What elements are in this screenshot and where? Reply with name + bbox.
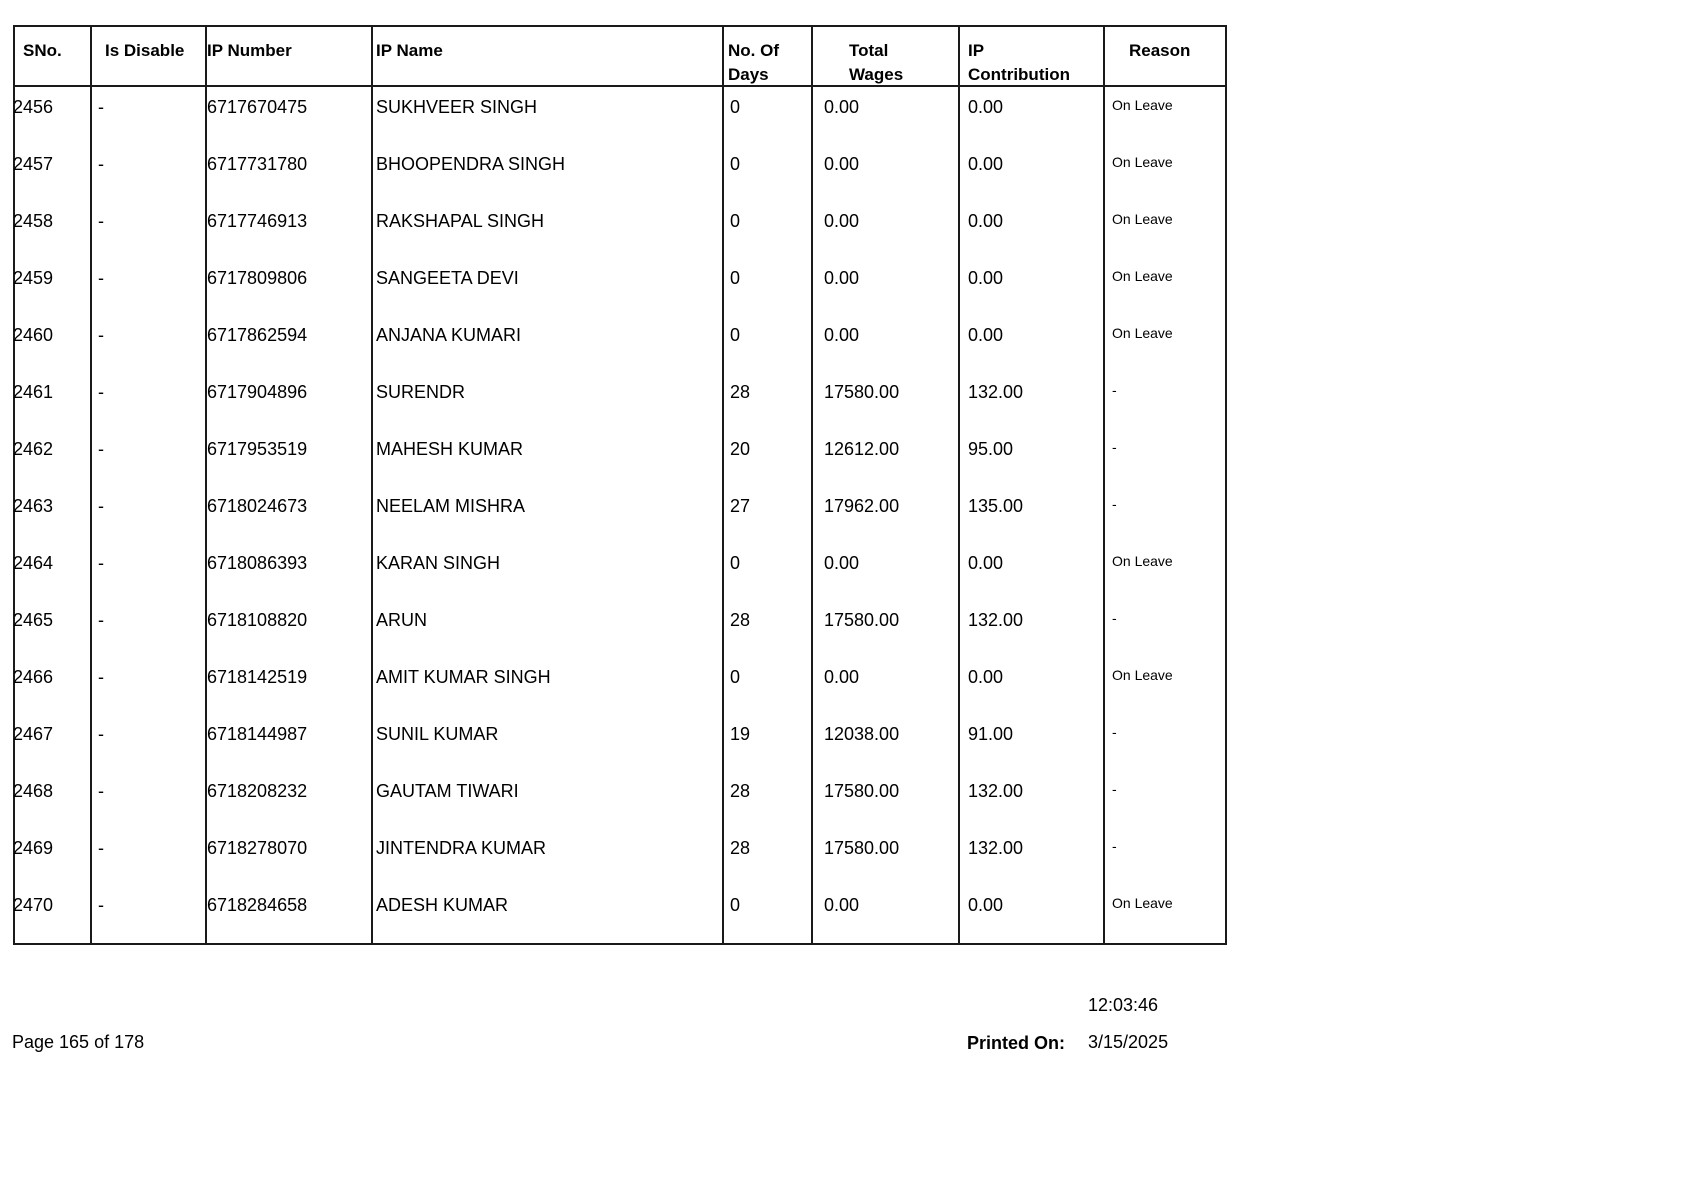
table-row [15, 828, 1225, 885]
cell-days: 0 [730, 154, 741, 174]
cell-sno: 2457 [13, 154, 54, 174]
cell-sno: 2456 [13, 97, 54, 117]
cell-wages: 12612.00 [824, 439, 900, 459]
cell-is-disable: - [98, 895, 104, 915]
cell-is-disable: - [98, 724, 104, 744]
cell-contribution: 0.00 [968, 97, 1004, 117]
table-row [15, 771, 1225, 828]
cell-wages: 17962.00 [824, 496, 900, 516]
cell-wages: 0.00 [824, 553, 860, 573]
cell-is-disable: - [98, 154, 104, 174]
cell-contribution: 0.00 [968, 154, 1004, 174]
cell-reason: - [1112, 724, 1117, 740]
cell-sno: 2468 [13, 781, 54, 801]
cell-reason: On Leave [1112, 553, 1173, 569]
cell-reason: - [1112, 610, 1117, 626]
cell-is-disable: - [98, 325, 104, 345]
table-row [15, 543, 1225, 600]
table-row [15, 657, 1225, 714]
contribution-table [13, 25, 1227, 945]
cell-ip-number: 6718278070 [207, 838, 308, 858]
cell-is-disable: - [98, 610, 104, 630]
header-contribution [968, 39, 1070, 87]
cell-days: 0 [730, 325, 741, 345]
cell-wages: 0.00 [824, 97, 860, 117]
cell-ip-number: 6717670475 [207, 97, 308, 117]
cell-is-disable: - [98, 667, 104, 687]
header-is-disable: Is Disable [105, 41, 185, 60]
header-wages-line1: Total [849, 41, 889, 60]
table-row [15, 600, 1225, 657]
header-ip-number: IP Number [207, 41, 292, 60]
cell-ip-number: 6717862594 [207, 325, 308, 345]
cell-contribution: 0.00 [968, 667, 1004, 687]
cell-reason: On Leave [1112, 154, 1173, 170]
cell-days: 28 [730, 781, 751, 801]
cell-ip-name: JINTENDRA KUMAR [376, 838, 547, 858]
cell-ip-name: RAKSHAPAL SINGH [376, 211, 545, 231]
cell-reason: - [1112, 838, 1117, 854]
cell-contribution: 132.00 [968, 610, 1024, 630]
cell-days: 28 [730, 610, 751, 630]
cell-sno: 2465 [13, 610, 54, 630]
header-days-line1: No. Of [728, 41, 779, 60]
header-wages [849, 39, 903, 87]
cell-ip-number: 6717953519 [207, 439, 308, 459]
table-row [15, 87, 1225, 144]
header-reason: Reason [1129, 41, 1191, 60]
cell-days: 0 [730, 211, 741, 231]
cell-ip-number: 6718086393 [207, 553, 308, 573]
cell-sno: 2466 [13, 667, 54, 687]
cell-days: 27 [730, 496, 751, 516]
header-sno: SNo. [23, 41, 62, 60]
table-row [15, 201, 1225, 258]
cell-wages: 0.00 [824, 268, 860, 288]
cell-sno: 2460 [13, 325, 54, 345]
cell-sno: 2461 [13, 382, 54, 402]
cell-sno: 2464 [13, 553, 54, 573]
cell-ip-name: SANGEETA DEVI [376, 268, 519, 288]
header-ip-name: IP Name [376, 41, 443, 60]
cell-ip-name: ANJANA KUMARI [376, 325, 522, 345]
cell-reason: - [1112, 439, 1117, 455]
cell-ip-number: 6718142519 [207, 667, 308, 687]
cell-sno: 2469 [13, 838, 54, 858]
cell-is-disable: - [98, 211, 104, 231]
cell-ip-name: MAHESH KUMAR [376, 439, 524, 459]
printed-time: 12:03:46 [1088, 995, 1159, 1015]
cell-ip-name: SUKHVEER SINGH [376, 97, 538, 117]
header-days [728, 39, 779, 87]
cell-wages: 0.00 [824, 211, 860, 231]
table-row [15, 372, 1225, 429]
cell-contribution: 132.00 [968, 781, 1024, 801]
cell-is-disable: - [98, 553, 104, 573]
cell-ip-name: NEELAM MISHRA [376, 496, 526, 516]
cell-sno: 2458 [13, 211, 54, 231]
cell-is-disable: - [98, 439, 104, 459]
cell-wages: 0.00 [824, 154, 860, 174]
cell-ip-name: KARAN SINGH [376, 553, 501, 573]
cell-days: 20 [730, 439, 751, 459]
cell-sno: 2462 [13, 439, 54, 459]
cell-is-disable: - [98, 268, 104, 288]
table-row [15, 258, 1225, 315]
cell-days: 0 [730, 667, 741, 687]
cell-ip-number: 6717746913 [207, 211, 308, 231]
header-contribution-line1: IP [968, 41, 985, 60]
table-row [15, 885, 1225, 942]
cell-contribution: 135.00 [968, 496, 1024, 516]
cell-reason: On Leave [1112, 895, 1173, 911]
cell-reason: On Leave [1112, 325, 1173, 341]
cell-ip-name: ADESH KUMAR [376, 895, 509, 915]
cell-ip-number: 6717904896 [207, 382, 308, 402]
cell-ip-name: SURENDR [376, 382, 466, 402]
cell-ip-name: ARUN [376, 610, 428, 630]
cell-ip-number: 6718208232 [207, 781, 308, 801]
header-wages-line2: Wages [849, 65, 904, 84]
cell-contribution: 132.00 [968, 382, 1024, 402]
table-row [15, 714, 1225, 771]
cell-contribution: 0.00 [968, 895, 1004, 915]
cell-wages: 17580.00 [824, 781, 900, 801]
cell-reason: - [1112, 496, 1117, 512]
cell-days: 0 [730, 97, 741, 117]
cell-days: 0 [730, 268, 741, 288]
page-info: Page 165 of 178 [12, 1032, 145, 1052]
cell-ip-number: 6718108820 [207, 610, 308, 630]
cell-ip-number: 6718144987 [207, 724, 308, 744]
cell-ip-name: GAUTAM TIWARI [376, 781, 519, 801]
cell-contribution: 0.00 [968, 553, 1004, 573]
cell-ip-name: SUNIL KUMAR [376, 724, 499, 744]
cell-contribution: 0.00 [968, 268, 1004, 288]
cell-sno: 2459 [13, 268, 54, 288]
printed-date: 3/15/2025 [1088, 1032, 1169, 1052]
cell-is-disable: - [98, 781, 104, 801]
cell-contribution: 95.00 [968, 439, 1014, 459]
cell-wages: 17580.00 [824, 610, 900, 630]
cell-ip-number: 6718024673 [207, 496, 308, 516]
cell-contribution: 91.00 [968, 724, 1014, 744]
cell-ip-name: AMIT KUMAR SINGH [376, 667, 551, 687]
table-row [15, 144, 1225, 201]
cell-contribution: 132.00 [968, 838, 1024, 858]
cell-ip-number: 6717731780 [207, 154, 308, 174]
cell-is-disable: - [98, 496, 104, 516]
cell-sno: 2467 [13, 724, 54, 744]
cell-days: 0 [730, 895, 741, 915]
cell-ip-number: 6718284658 [207, 895, 308, 915]
header-days-line2: Days [728, 65, 769, 84]
cell-days: 28 [730, 838, 751, 858]
cell-wages: 17580.00 [824, 838, 900, 858]
cell-days: 28 [730, 382, 751, 402]
cell-is-disable: - [98, 382, 104, 402]
table-row [15, 486, 1225, 543]
table-row [15, 429, 1225, 486]
cell-sno: 2463 [13, 496, 54, 516]
cell-wages: 0.00 [824, 325, 860, 345]
cell-reason: On Leave [1112, 97, 1173, 113]
cell-days: 0 [730, 553, 741, 573]
cell-reason: On Leave [1112, 667, 1173, 683]
printed-on-label: Printed On: [967, 1033, 1065, 1053]
cell-reason: - [1112, 781, 1117, 797]
cell-is-disable: - [98, 838, 104, 858]
cell-wages: 17580.00 [824, 382, 900, 402]
table-row [15, 315, 1225, 372]
header-contribution-line2: Contribution [968, 65, 1070, 84]
cell-sno: 2470 [13, 895, 54, 915]
cell-wages: 0.00 [824, 895, 860, 915]
cell-contribution: 0.00 [968, 325, 1004, 345]
cell-wages: 0.00 [824, 667, 860, 687]
cell-is-disable: - [98, 97, 104, 117]
cell-contribution: 0.00 [968, 211, 1004, 231]
cell-reason: On Leave [1112, 268, 1173, 284]
cell-ip-name: BHOOPENDRA SINGH [376, 154, 566, 174]
cell-reason: On Leave [1112, 211, 1173, 227]
cell-wages: 12038.00 [824, 724, 900, 744]
cell-ip-number: 6717809806 [207, 268, 308, 288]
cell-days: 19 [730, 724, 751, 744]
cell-reason: - [1112, 382, 1117, 398]
